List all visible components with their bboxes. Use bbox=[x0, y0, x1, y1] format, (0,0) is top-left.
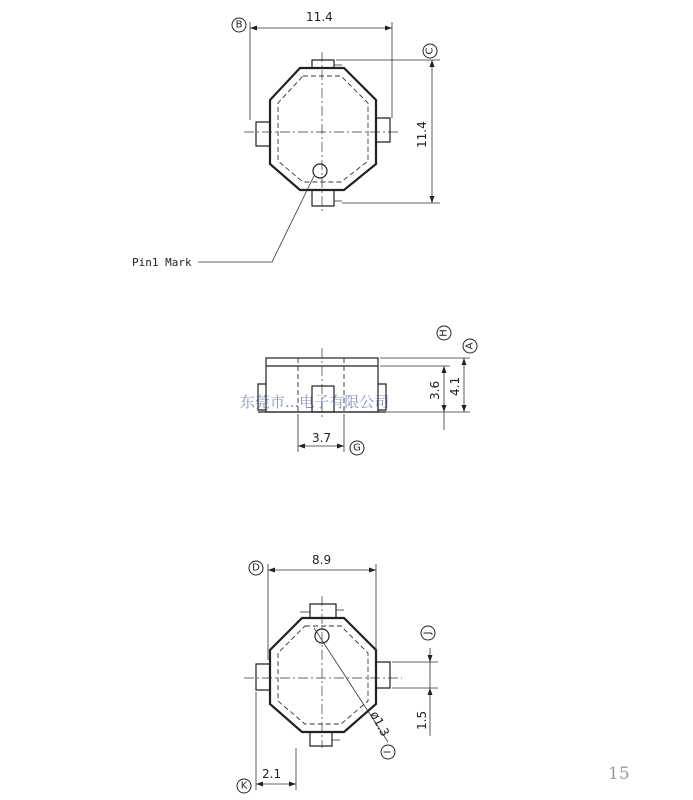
ref-d bbox=[249, 561, 263, 575]
bottom-pad-dim: 1.5 bbox=[415, 710, 429, 730]
side-width-dim: 3.7 bbox=[312, 431, 332, 445]
ref-g bbox=[350, 441, 364, 455]
svg-text:A: A bbox=[464, 342, 476, 350]
bottom-offset-dim: 2.1 bbox=[262, 767, 282, 781]
hole-diameter-dim: ø1.3 bbox=[367, 708, 393, 739]
ref-i bbox=[381, 745, 395, 759]
svg-text:I: I bbox=[382, 750, 394, 754]
ref-b bbox=[232, 18, 246, 32]
svg-text:D: D bbox=[252, 562, 260, 574]
svg-text:H: H bbox=[438, 329, 450, 337]
bottom-view bbox=[237, 553, 438, 793]
svg-text:K: K bbox=[240, 780, 248, 792]
pin1-label: Pin1 Mark bbox=[132, 256, 192, 269]
page-number: 15 bbox=[608, 764, 630, 784]
top-height-dim: 11.4 bbox=[415, 121, 429, 148]
ref-c bbox=[423, 44, 437, 58]
top-width-dim: 11.4 bbox=[306, 10, 333, 24]
svg-text:G: G bbox=[353, 442, 361, 454]
side-inner-height-dim: 3.6 bbox=[428, 380, 442, 400]
svg-text:C: C bbox=[424, 47, 436, 55]
side-view bbox=[240, 326, 477, 455]
ref-k bbox=[237, 779, 251, 793]
svg-text:B: B bbox=[235, 19, 243, 31]
ref-h bbox=[437, 326, 451, 340]
ref-j bbox=[421, 626, 435, 640]
svg-text:J: J bbox=[422, 631, 434, 635]
side-total-height-dim: 4.1 bbox=[448, 376, 462, 396]
watermark-text: 东莞市...电子有限公司 bbox=[240, 393, 390, 411]
ref-a bbox=[463, 339, 477, 353]
top-view bbox=[132, 10, 440, 269]
bottom-width-dim: 8.9 bbox=[312, 553, 332, 567]
